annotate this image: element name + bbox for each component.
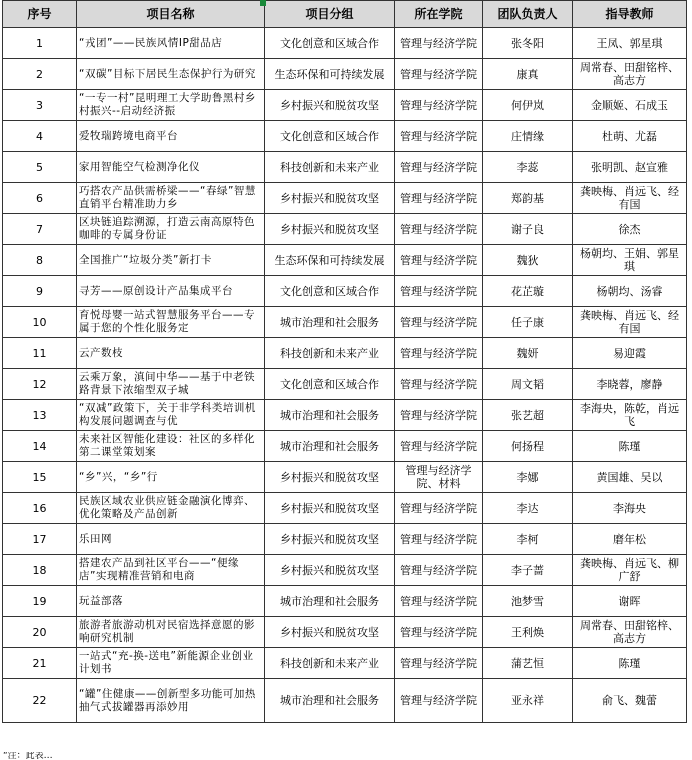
- cell-no[interactable]: 16: [3, 493, 77, 524]
- cell-no[interactable]: 8: [3, 245, 77, 276]
- cell-college[interactable]: 管理与经济学院: [395, 121, 483, 152]
- cell-leader[interactable]: 任子康: [483, 307, 573, 338]
- cell-project-name[interactable]: “戎团”——民族风情IP甜品店: [77, 28, 265, 59]
- cell-no[interactable]: 2: [3, 59, 77, 90]
- cell-project-name[interactable]: 云产数枝: [77, 338, 265, 369]
- cell-advisor[interactable]: 谢晖: [573, 586, 687, 617]
- table-row: [3, 431, 687, 462]
- table-row: [3, 617, 687, 648]
- cell-no[interactable]: 20: [3, 617, 77, 648]
- cell-project-name[interactable]: 玩益部落: [77, 586, 265, 617]
- cell-leader[interactable]: 谢子良: [483, 214, 573, 245]
- cell-college[interactable]: 管理与经济学院: [395, 617, 483, 648]
- table-row: [3, 586, 687, 617]
- cell-leader[interactable]: 何伊岚: [483, 90, 573, 121]
- cell-project-name[interactable]: 未来社区智能化建设：社区的多样化第二课堂策划案: [77, 431, 265, 462]
- cell-group[interactable]: 科技创新和未来产业: [265, 338, 395, 369]
- table-row: [3, 369, 687, 400]
- header-advisor[interactable]: 指导教师: [573, 1, 687, 28]
- cell-no[interactable]: 9: [3, 276, 77, 307]
- cell-college[interactable]: 管理与经济学院: [395, 152, 483, 183]
- cell-project-name[interactable]: “罐”住健康——创新型多功能可加热抽气式拔罐器再添妙用: [77, 679, 265, 723]
- cell-group[interactable]: 城市治理和社会服务: [265, 586, 395, 617]
- cell-college[interactable]: 管理与经济学院: [395, 59, 483, 90]
- cell-group[interactable]: 城市治理和社会服务: [265, 307, 395, 338]
- cell-advisor[interactable]: 龚映梅、肖远飞、经有国: [573, 183, 687, 214]
- cell-group[interactable]: 乡村振兴和脱贫攻坚: [265, 524, 395, 555]
- cell-no[interactable]: 14: [3, 431, 77, 462]
- cell-college[interactable]: 管理与经济学院: [395, 276, 483, 307]
- cell-college[interactable]: 管理与经济学院: [395, 431, 483, 462]
- cell-group[interactable]: 城市治理和社会服务: [265, 679, 395, 723]
- cell-college[interactable]: 管理与经济学院: [395, 28, 483, 59]
- cell-advisor[interactable]: 李海央: [573, 493, 687, 524]
- table-row: [3, 648, 687, 679]
- header-project-name[interactable]: 项目名称: [77, 1, 265, 28]
- cell-project-name[interactable]: “乡”兴，“乡”行: [77, 462, 265, 493]
- cell-no[interactable]: 12: [3, 369, 77, 400]
- cell-no[interactable]: 21: [3, 648, 77, 679]
- cell-no[interactable]: 10: [3, 307, 77, 338]
- cell-leader[interactable]: 李达: [483, 493, 573, 524]
- table-row: [3, 28, 687, 59]
- cell-college[interactable]: 管理与经济学院: [395, 400, 483, 431]
- cell-group[interactable]: 城市治理和社会服务: [265, 400, 395, 431]
- cell-no[interactable]: 13: [3, 400, 77, 431]
- cell-advisor[interactable]: 周常春、田甜铭梓、高志方: [573, 59, 687, 90]
- table-row: [3, 524, 687, 555]
- cell-group[interactable]: 文化创意和区域合作: [265, 28, 395, 59]
- cell-leader[interactable]: 亚永祥: [483, 679, 573, 723]
- cell-no[interactable]: 4: [3, 121, 77, 152]
- cell-advisor[interactable]: 陈瑾: [573, 431, 687, 462]
- cell-group[interactable]: 文化创意和区域合作: [265, 121, 395, 152]
- cell-no[interactable]: 3: [3, 90, 77, 121]
- cell-advisor[interactable]: 李海央，陈乾，肖远飞: [573, 400, 687, 431]
- cell-leader[interactable]: 王利焕: [483, 617, 573, 648]
- table-row: [3, 90, 687, 121]
- cell-leader[interactable]: 李子蔷: [483, 555, 573, 586]
- cell-advisor[interactable]: 徐杰: [573, 214, 687, 245]
- cell-advisor[interactable]: 周常春、田甜铭梓、高志方: [573, 617, 687, 648]
- table-row: [3, 152, 687, 183]
- cell-leader[interactable]: 魏妍: [483, 338, 573, 369]
- cell-group[interactable]: 乡村振兴和脱贫攻坚: [265, 462, 395, 493]
- cell-college[interactable]: 管理与经济学院: [395, 307, 483, 338]
- cell-group[interactable]: 乡村振兴和脱贫攻坚: [265, 214, 395, 245]
- cell-group[interactable]: 生态环保和可持续发展: [265, 59, 395, 90]
- cell-leader[interactable]: 庄情缘: [483, 121, 573, 152]
- cell-group[interactable]: 文化创意和区域合作: [265, 276, 395, 307]
- cell-college[interactable]: 管理与经济学院: [395, 90, 483, 121]
- cell-college[interactable]: 管理与经济学院: [395, 648, 483, 679]
- cell-project-name[interactable]: 云乘万象，滇间中华——基于中老铁路背景下浓缩型双子城: [77, 369, 265, 400]
- header-no[interactable]: 序号: [3, 1, 77, 28]
- cell-advisor[interactable]: 龚映梅、肖远飞、柳广舒: [573, 555, 687, 586]
- project-table: [2, 0, 687, 723]
- cell-college[interactable]: 管理与经济学院: [395, 214, 483, 245]
- table-row: [3, 183, 687, 214]
- cell-group[interactable]: 文化创意和区域合作: [265, 369, 395, 400]
- cell-group[interactable]: 城市治理和社会服务: [265, 431, 395, 462]
- cell-leader[interactable]: 魏狄: [483, 245, 573, 276]
- table-row: [3, 555, 687, 586]
- table-row: [3, 493, 687, 524]
- cell-advisor[interactable]: 俞飞、魏蕾: [573, 679, 687, 723]
- cell-leader[interactable]: 周文韬: [483, 369, 573, 400]
- table-row: [3, 679, 687, 723]
- cell-advisor[interactable]: 李晓蓉，廖静: [573, 369, 687, 400]
- cell-group[interactable]: 乡村振兴和脱贫攻坚: [265, 493, 395, 524]
- cell-group[interactable]: 乡村振兴和脱贫攻坚: [265, 617, 395, 648]
- cell-advisor[interactable]: 陈瑾: [573, 648, 687, 679]
- cell-group[interactable]: 科技创新和未来产业: [265, 648, 395, 679]
- cell-no[interactable]: 15: [3, 462, 77, 493]
- cell-leader[interactable]: 李蕊: [483, 152, 573, 183]
- cell-group[interactable]: 乡村振兴和脱贫攻坚: [265, 90, 395, 121]
- table-row: [3, 214, 687, 245]
- cell-project-name[interactable]: 搭建农产品到社区平台——“便缘店”实现精准营销和电商: [77, 555, 265, 586]
- cell-group[interactable]: 生态环保和可持续发展: [265, 245, 395, 276]
- header-group[interactable]: 项目分组: [265, 1, 395, 28]
- footer-note: “注：此表…: [3, 752, 53, 760]
- cell-group[interactable]: 乡村振兴和脱贫攻坚: [265, 183, 395, 214]
- cell-project-name[interactable]: 爱牧瑞跨境电商平台: [77, 121, 265, 152]
- cell-college[interactable]: 管理与经济学院: [395, 493, 483, 524]
- cell-advisor[interactable]: 黄国雄、吴以: [573, 462, 687, 493]
- cell-college[interactable]: 管理与经济学院: [395, 555, 483, 586]
- table-row: [3, 276, 687, 307]
- cell-leader[interactable]: 张艺超: [483, 400, 573, 431]
- table-row: [3, 400, 687, 431]
- cell-project-name[interactable]: “双减”政策下，关于非学科类培训机构发展问题调查与优: [77, 400, 265, 431]
- cell-project-name[interactable]: 全国推广“垃圾分类”新打卡: [77, 245, 265, 276]
- cell-project-name[interactable]: “双碳”目标下居民生态保护行为研究: [77, 59, 265, 90]
- cell-project-name[interactable]: 旅游者旅游动机对民宿选择意愿的影响研究机制: [77, 617, 265, 648]
- selected-cell-marker: [260, 0, 266, 6]
- cell-college[interactable]: 管理与经济学院: [395, 245, 483, 276]
- cell-project-name[interactable]: 育悦母婴一站式智慧服务平台——专属于您的个性化服务定: [77, 307, 265, 338]
- table-row: [3, 121, 687, 152]
- cell-project-name[interactable]: 寻芳——原创设计产品集成平台: [77, 276, 265, 307]
- table-row: [3, 307, 687, 338]
- cell-advisor[interactable]: 杨朝均、汤睿: [573, 276, 687, 307]
- table-row: [3, 245, 687, 276]
- header-leader[interactable]: 团队负责人: [483, 1, 573, 28]
- cell-leader[interactable]: 蒲艺恒: [483, 648, 573, 679]
- table-row: [3, 338, 687, 369]
- cell-college[interactable]: 管理与经济学院: [395, 586, 483, 617]
- cell-advisor[interactable]: 磨年松: [573, 524, 687, 555]
- cell-leader[interactable]: 郑韵基: [483, 183, 573, 214]
- cell-advisor[interactable]: 王凤、郭星琪: [573, 28, 687, 59]
- cell-advisor[interactable]: 龚映梅、肖远飞、经有国: [573, 307, 687, 338]
- cell-college[interactable]: 管理与经济学院: [395, 679, 483, 723]
- cell-advisor[interactable]: 杜萌、尤磊: [573, 121, 687, 152]
- cell-group[interactable]: 乡村振兴和脱贫攻坚: [265, 555, 395, 586]
- cell-no[interactable]: 11: [3, 338, 77, 369]
- table-row: [3, 59, 687, 90]
- cell-advisor[interactable]: 张明凯、赵宣雅: [573, 152, 687, 183]
- table-row: [3, 462, 687, 493]
- cell-advisor[interactable]: 杨朝均、王娟、郭星琪: [573, 245, 687, 276]
- cell-no[interactable]: 17: [3, 524, 77, 555]
- cell-no[interactable]: 6: [3, 183, 77, 214]
- cell-project-name[interactable]: 乐田网: [77, 524, 265, 555]
- cell-project-name[interactable]: 民族区域农业供应链金融演化博弈、优化策略及产品创新: [77, 493, 265, 524]
- cell-leader[interactable]: 张冬阳: [483, 28, 573, 59]
- cell-no[interactable]: 22: [3, 679, 77, 723]
- header-college[interactable]: 所在学院: [395, 1, 483, 28]
- cell-college[interactable]: 管理与经济学院: [395, 183, 483, 214]
- cell-leader[interactable]: 池梦雪: [483, 586, 573, 617]
- cell-project-name[interactable]: 巧搭农产品供需桥梁——“春绿”智慧直销平台精准助力乡: [77, 183, 265, 214]
- header-row: [3, 1, 687, 28]
- cell-advisor[interactable]: 金顺姬、石成玉: [573, 90, 687, 121]
- cell-no[interactable]: 19: [3, 586, 77, 617]
- cell-college[interactable]: 管理与经济学院、材料: [395, 462, 483, 493]
- cell-college[interactable]: 管理与经济学院: [395, 338, 483, 369]
- cell-leader[interactable]: 花芷璇: [483, 276, 573, 307]
- cell-leader[interactable]: 何扬程: [483, 431, 573, 462]
- cell-project-name[interactable]: 一站式“充-换-送电”新能源企业创业计划书: [77, 648, 265, 679]
- cell-no[interactable]: 5: [3, 152, 77, 183]
- cell-college[interactable]: 管理与经济学院: [395, 369, 483, 400]
- cell-advisor[interactable]: 易迎霞: [573, 338, 687, 369]
- cell-no[interactable]: 18: [3, 555, 77, 586]
- cell-group[interactable]: 科技创新和未来产业: [265, 152, 395, 183]
- cell-no[interactable]: 7: [3, 214, 77, 245]
- cell-leader[interactable]: 康真: [483, 59, 573, 90]
- cell-project-name[interactable]: “一专一村”昆明理工大学助鲁黑村乡村振兴--启动经济振: [77, 90, 265, 121]
- cell-leader[interactable]: 李柯: [483, 524, 573, 555]
- cell-project-name[interactable]: 家用智能空气检测净化仪: [77, 152, 265, 183]
- cell-no[interactable]: 1: [3, 28, 77, 59]
- cell-college[interactable]: 管理与经济学院: [395, 524, 483, 555]
- cell-leader[interactable]: 李娜: [483, 462, 573, 493]
- cell-project-name[interactable]: 区块链追踪溯源，打造云南高原特色咖啡的专属身份证: [77, 214, 265, 245]
